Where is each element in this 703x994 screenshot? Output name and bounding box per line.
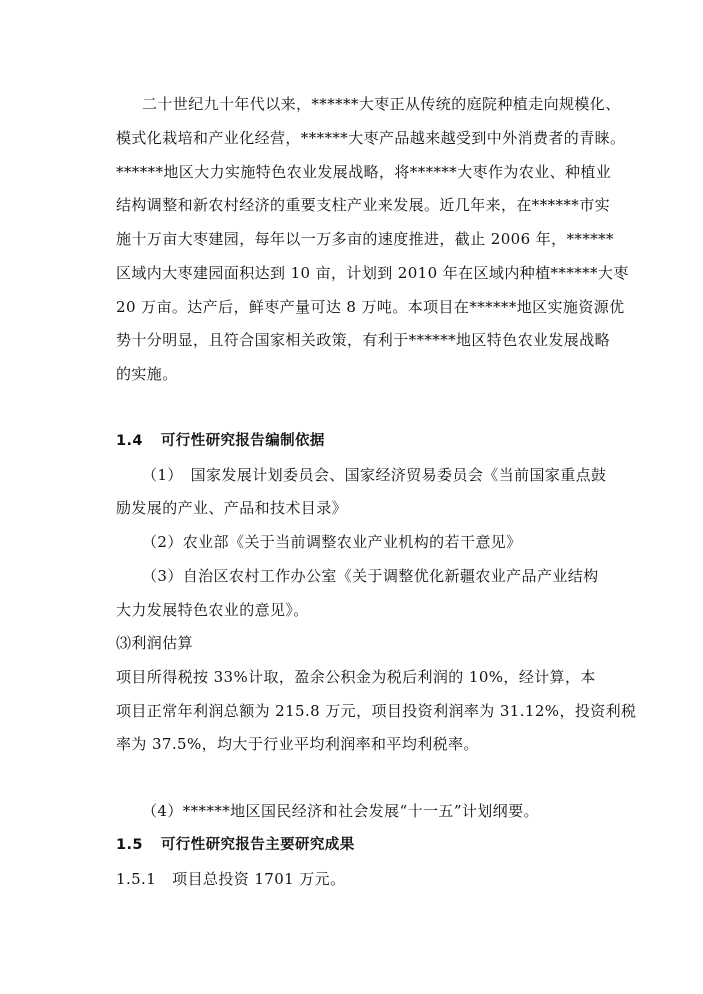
section-title: 可行性研究报告主要研究成果: [160, 837, 355, 853]
basis-item-3-line: （3）自治区农村工作办公室《关于调整优化新疆农业产品产业结构: [142, 567, 599, 585]
profit-line: 率为 37.5%，均大于行业平均利润率和平均利税率。: [116, 735, 479, 753]
section-number: 1.4: [116, 433, 143, 449]
basis-item-4: （4）******地区国民经济和社会发展“十一五”计划纲要。: [142, 802, 539, 820]
profit-heading: ⑶利润估算: [116, 634, 194, 652]
paragraph-line: 的实施。: [116, 365, 178, 383]
basis-item-3-line: 大力发展特色农业的意见》。: [116, 601, 309, 619]
paragraph-line: 二十世纪九十年代以来，******大枣正从传统的庭院种植走向规模化、: [142, 95, 621, 113]
profit-line: 项目正常年利润总额为 215.8 万元，项目投资利润率为 31.12%，投资利税: [116, 702, 637, 720]
section-number: 1.5: [116, 837, 143, 853]
subsection-number: 1.5.1: [116, 870, 157, 888]
paragraph-line: 模式化栽培和产业化经营，******大枣产品越来越受到中外消费者的青睐。: [116, 129, 626, 147]
section-title: 可行性研究报告编制依据: [160, 433, 325, 449]
paragraph-line: 势十分明显，且符合国家相关政策，有利于******地区特色农业发展战略: [116, 331, 611, 349]
section-heading-1-5: [116, 835, 355, 855]
paragraph-line: 施十万亩大枣建园，每年以一万多亩的速度推进，截止 2006 年，******: [116, 230, 614, 248]
section-heading-1-4: [116, 431, 325, 451]
subsection-text: 项目总投资 1701 万元。: [172, 870, 346, 888]
subsection-1-5-1: [116, 869, 345, 889]
paragraph-line: 结构调整和新农村经济的重要支柱产业来发展。近几年来，在******市实: [116, 196, 611, 214]
paragraph-line: ******地区大力实施特色农业发展战略，将******大枣作为农业、种植业: [116, 163, 612, 181]
paragraph-line: 20 万亩。达产后，鲜枣产量可达 8 万吨。本项目在******地区实施资源优: [116, 298, 625, 316]
profit-line: 项目所得税按 33%计取，盈余公积金为税后利润的 10%，经计算，本: [116, 668, 596, 686]
basis-item-1-line: （1） 国家发展计划委员会、国家经济贸易委员会《当前国家重点鼓: [142, 466, 607, 484]
paragraph-line: 区域内大枣建园面积达到 10 亩，计划到 2010 年在区域内种植******大枣: [116, 264, 629, 282]
basis-item-2: （2）农业部《关于当前调整农业产业机构的若干意见》: [142, 533, 522, 551]
basis-item-1-line: 励发展的产业、产品和技术目录》: [116, 499, 348, 517]
